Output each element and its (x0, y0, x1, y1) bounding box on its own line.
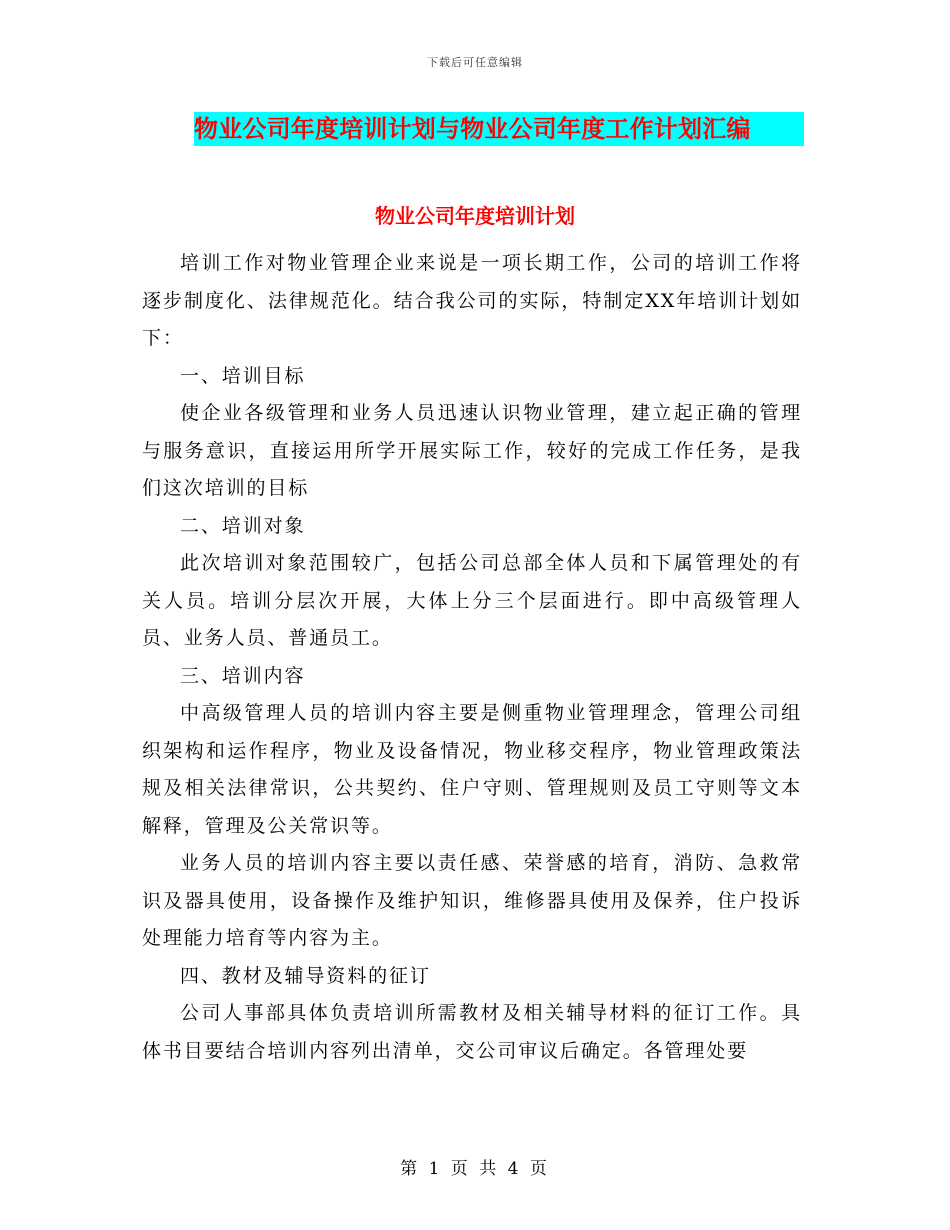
paragraph-intro: 培训工作对物业管理企业来说是一项长期工作，公司的培训工作将逐步制度化、法律规范化。结合我公司的实际，特制定XX年培训计划如下： (142, 252, 802, 349)
heading-training-target: 二、培训对象 (180, 514, 306, 537)
paragraph-content-staff: 业务人员的培训内容主要以责任感、荣誉感的培育，消防、急救常识及器具使用，设备操作及维护知识，维修器具使用及保养，住户投诉处理能力培育等内容为主。 (142, 852, 802, 949)
main-title: 物业公司年度培训计划与物业公司年度工作计划汇编 (194, 114, 751, 143)
page-number: 第 1 页 共 4 页 (400, 1159, 550, 1179)
paragraph-training-target: 此次培训对象范围较广，包括公司总部全体人员和下属管理处的有关人员。培训分层次开展，大体上分三个层面进行。即中高级管理人员、业务人员、普通员工。 (142, 552, 802, 649)
paragraph-training-goal: 使企业各级管理和业务人员迅速认识物业管理，建立起正确的管理与服务意识，直接运用所学开展实际工作，较好的完成工作任务，是我们这次培训的目标 (142, 402, 802, 499)
heading-training-content: 三、培训内容 (180, 664, 306, 687)
heading-materials: 四、教材及辅导资料的征订 (180, 964, 431, 987)
document-body (142, 245, 802, 1070)
section-title: 物业公司年度培训计划 (375, 204, 575, 228)
paragraph-materials: 公司人事部具体负责培训所需教材及相关辅导材料的征订工作。具体书目要结合培训内容列出清单，交公司审议后确定。各管理处要 (142, 1002, 802, 1062)
main-title-highlight (194, 112, 804, 146)
paragraph-content-managers: 中高级管理人员的培训内容主要是侧重物业管理理念，管理公司组织架构和运作程序，物业及设备情况，物业移交程序，物业管理政策法规及相关法律常识，公共契约、住户守则、管理规则及员工守则等文本解释，管理及公关常识等。 (142, 702, 802, 837)
header-note: 下载后可任意编辑 (427, 56, 523, 69)
heading-training-goal: 一、培训目标 (180, 364, 306, 387)
